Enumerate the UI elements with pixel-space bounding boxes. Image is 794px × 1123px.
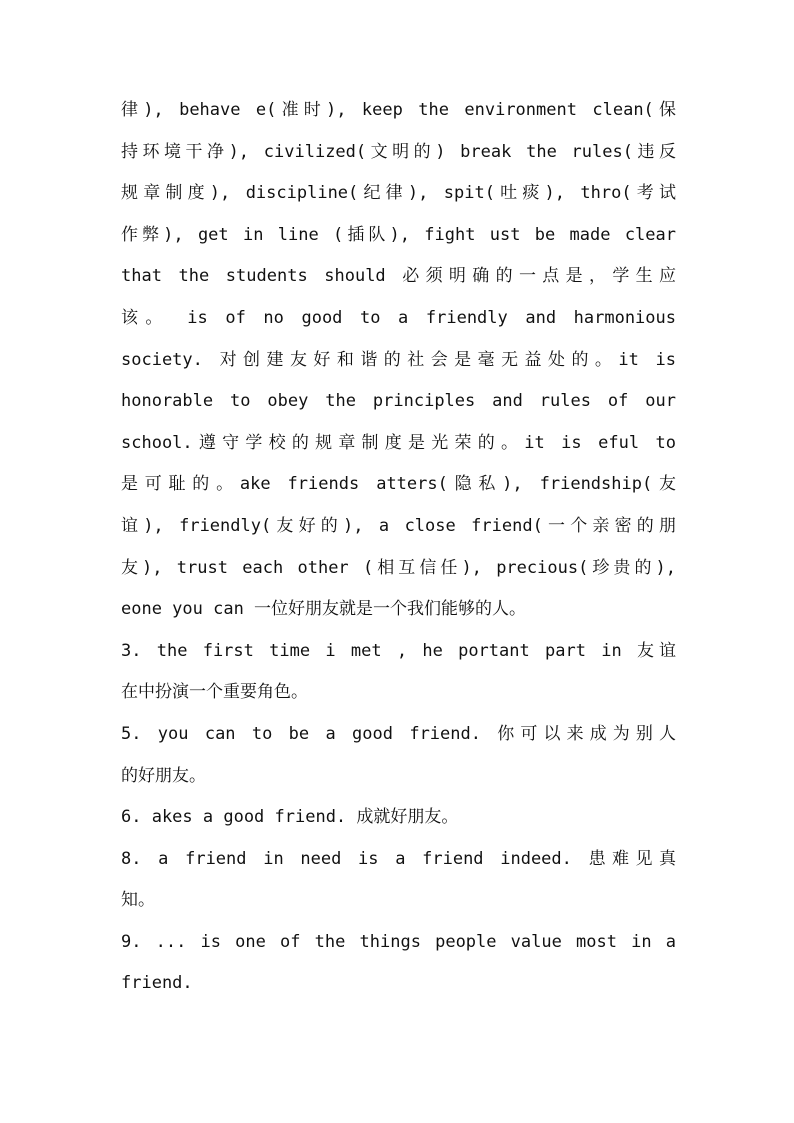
numbered-line-6: 6. akes a good friend. 成就好朋友。 (121, 807, 459, 828)
text-line: 是可耻的。ake friends atters(隐私), friendship(友 (121, 474, 676, 495)
text-line: eone you can 一位好朋友就是一个我们能够的人。 (121, 599, 527, 620)
text-line: 友), trust each other (相互信任), precious(珍贵的), (121, 557, 676, 578)
text-line: 规章制度), discipline(纪律), spit(吐痰), thro(考试 (121, 183, 676, 204)
text-line: 持环境干净), civilized(文明的) break the rules(违反 (121, 141, 676, 162)
numbered-line-3: 3. the first time i met , he portant part in 友谊 (121, 640, 676, 661)
text-line: 谊), friendly(友好的), a close friend(一个亲密的朋 (121, 515, 676, 536)
text-line: that the students should 必须明确的一点是，学生应 (121, 266, 676, 287)
text-line: 的好朋友。 (121, 765, 206, 786)
text-line: 在中扮演一个重要角色。 (121, 682, 308, 703)
numbered-line-5: 5. you can to be a good friend. 你可以来成为别人 (121, 723, 676, 744)
text-line: 律), behave e(准时), keep the environment clean(保 (121, 100, 676, 120)
text-line: society. 对创建友好和谐的社会是毫无益处的。it is (121, 349, 676, 370)
text-line: 该。 is of no good to a friendly and harmonious (121, 307, 676, 328)
text-line: school.遵守学校的规章制度是光荣的。it is eful to (121, 432, 676, 453)
text-line: 知。 (121, 890, 155, 911)
text-line: friend. (121, 973, 193, 994)
numbered-line-8: 8. a friend in need is a friend indeed. 患难见真 (121, 848, 676, 869)
document-body (121, 90, 676, 1005)
numbered-line-9: 9. ... is one of the things people value most in a (121, 931, 676, 952)
text-line: 作弊), get in line (插队), fight ust be made clear (121, 224, 676, 245)
text-line: honorable to obey the principles and rules of our (121, 391, 676, 412)
